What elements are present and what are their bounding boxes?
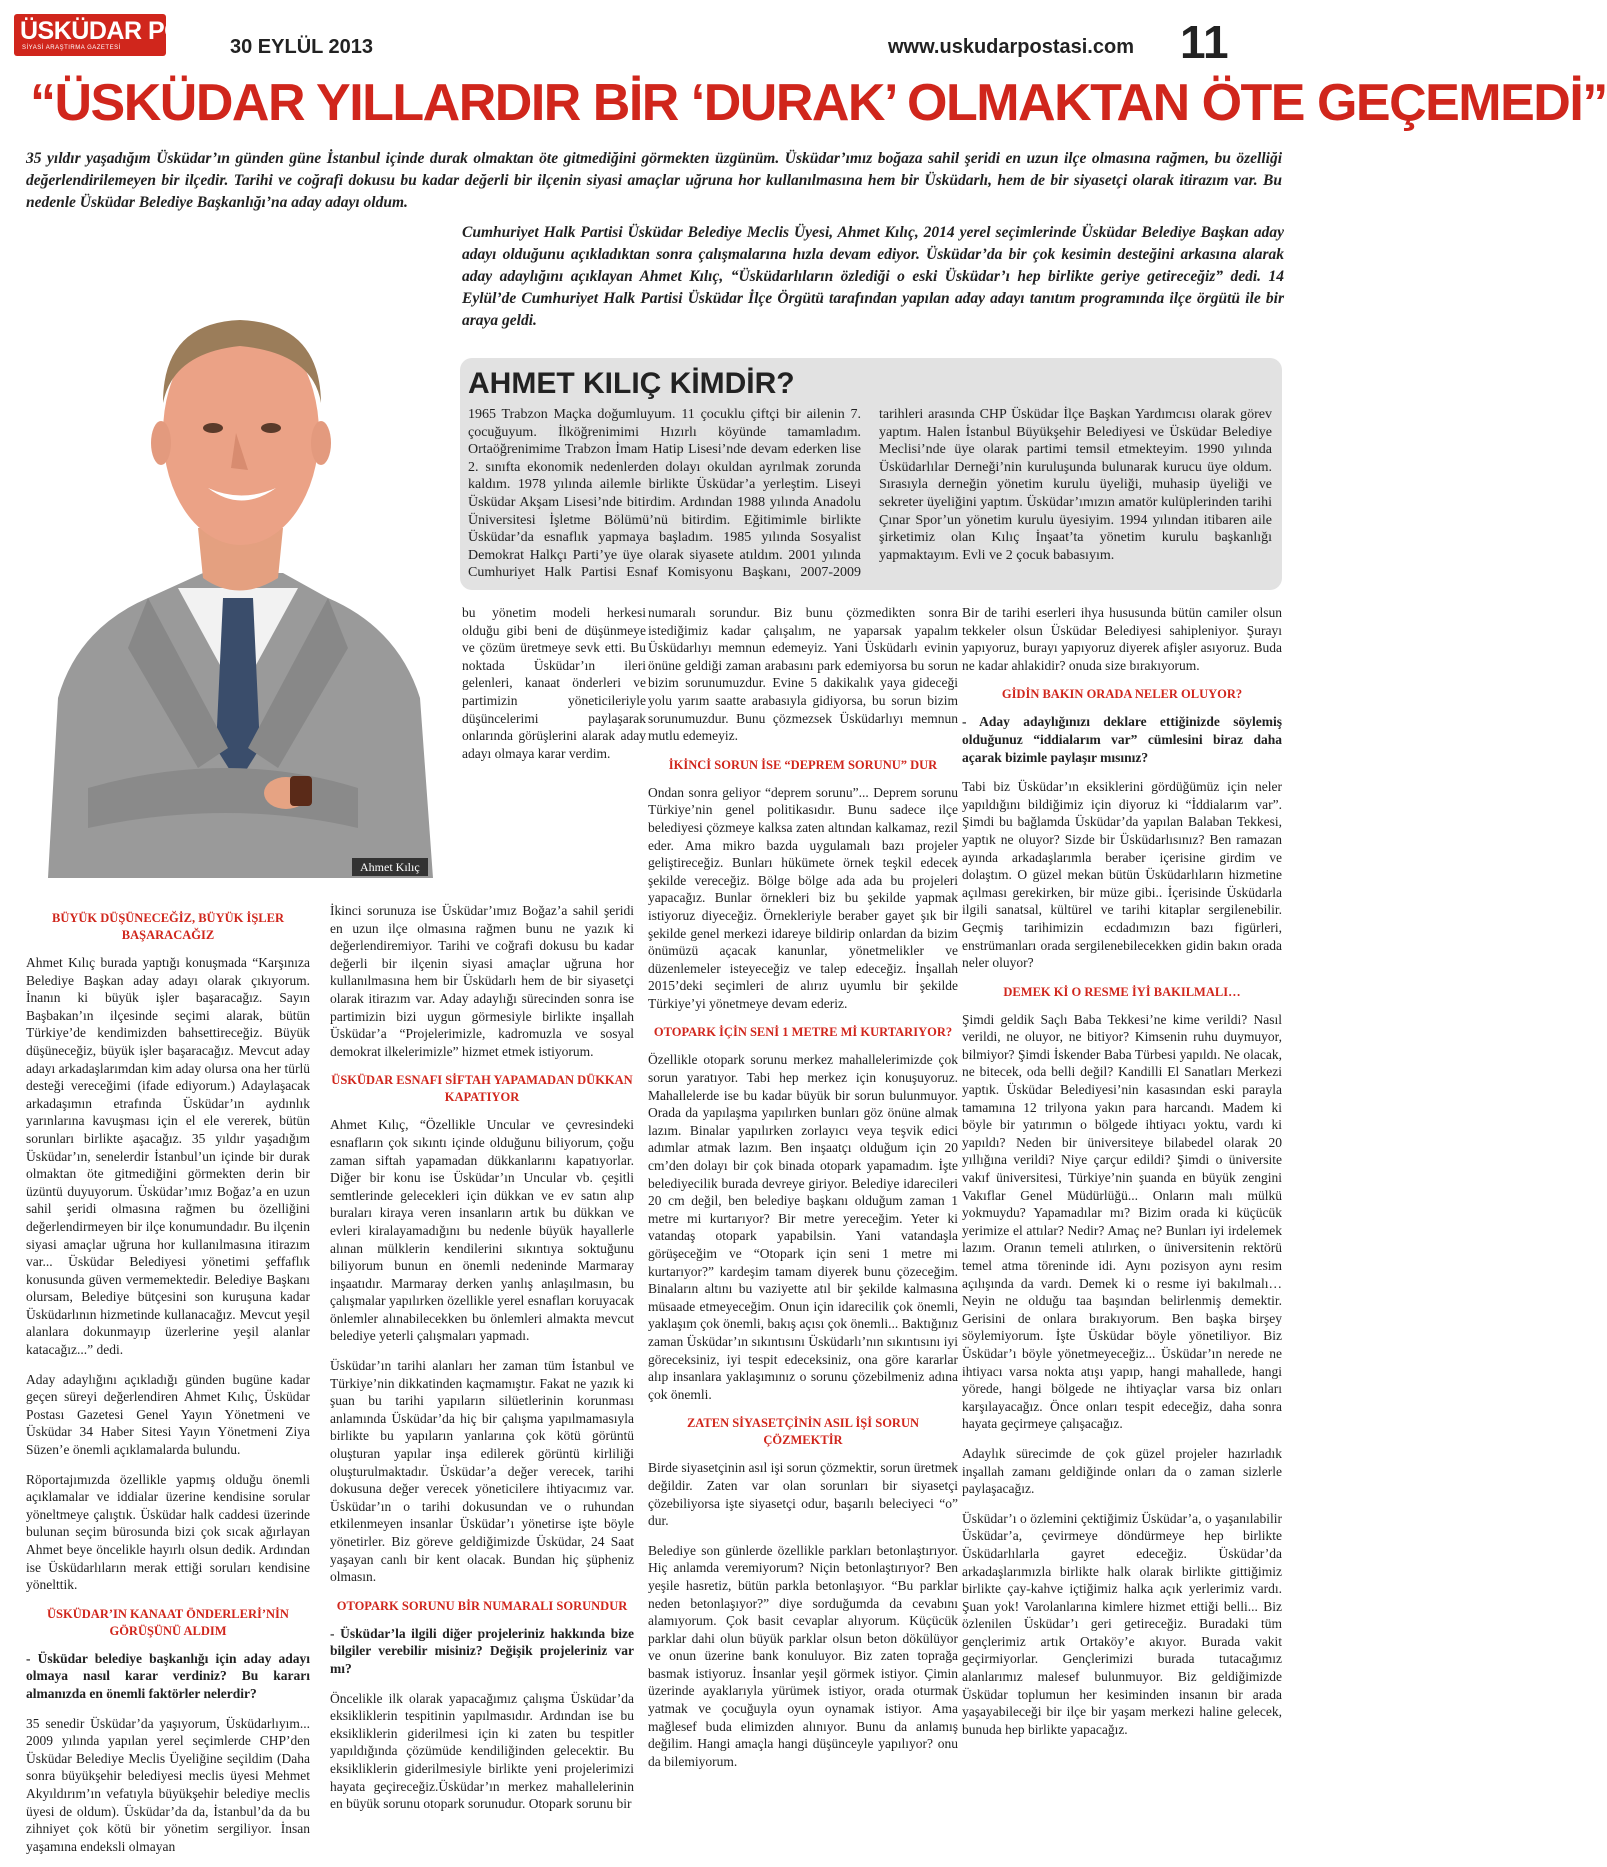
lead-paragraph: 35 yıldır yaşadığım Üsküdar’ın günden güne İstanbul içinde durak olmaktan öte gitmediğini görmekten üzgünüm. Üsküdar’ımız boğaza sahil şeridi en uzun ilçe olmasına rağmen, bu özelliği değerlendirilemeyen bir ilçedir. Tarihi ve coğrafi dokusu bu kadar değerli bir ilçenin siyasi amaçlar uğruna hor kullanılmasına hem bir Üsküdarlı, hem de bir siyasetçi olarak itirazım var. Bu nedenle Üsküdar Belediye Başkanlığı’na aday adayı oldum. [26, 150, 1282, 211]
paragraph: Öncelikle ilk olarak yapacağımız çalışma Üsküdar’da eksikliklerin tespitinin yapılmasıdır. Ardından ise bu eksikliklerin giderilmesi için ki zaten bu tespitler yapıldığında çözümüde kendiliğinden gelecektir. Bu eksikliklerin giderilmesiyle birlikte yeni projelerimizi hayata geçireceğiz.Üsküdar’ın merkez mahallelerinin en büyük sorunu otopark sorunudur. Otopark sorunu bir [330, 1690, 634, 1812]
article-column-2 [330, 902, 634, 1825]
portrait-photo [28, 228, 446, 878]
paragraph: Bir de tarihi eserleri ihya hususunda bütün camiler olsun tekkeler olsun Üsküdar Belediyesi sahipleniyor. Şurayı yapıyoruz, burayı yapıyoruz diyerek afişler asıyoruz. Buda ne kadar ahlakidir? onuda size bırakıyorum. [962, 605, 1282, 673]
logo-text: ÜSKÜDAR POSTASI [20, 17, 253, 45]
photo-caption: Ahmet Kılıç [352, 858, 428, 876]
article-column-3 [648, 604, 958, 1782]
website-link[interactable]: www.uskudarpostasi.com [888, 36, 1134, 58]
paragraph: Adaylık sürecimde de çok güzel projeler hazırladık inşallah zamanı geldiğinde onları da o zaman sizlerle paylaşacağız. [962, 1445, 1282, 1497]
paragraph: Özellikle otopark sorunu merkez mahallelerimizde çok sorun yaratıyor. Tabi hep merkez için konuşuyoruz. Mahallelerde ise bu kadar büyük bir sorun bulunmuyor. Orada da yapılaşma yapılırken bunları göz önüne almak lazım. Binalar yapılırken zorlayıcı veya teşvik edici adımlar atmak lazım. Ben inşaatçı olduğum için 20 cm’den dolayı bir çok binada otopark yapamadım. İşte belediyecilik burada devreye giriyor. Belediye idarecileri 20 cm değil, ben belediye başkanı olduğum zaman 1 metre mi kurtarıyor? Bir metre yereceğim. Yeter ki vatandaş otopark yapabilsin. Yani vatandaşla görüşeceğim ve “Otopark için seni 1 metre mi kurtarıyor?” kardeşim tamam diyerek bunu çözeceğim. Binaların altını bu vaziyette atıl bir şekilde kalmasına müsaade etmeyeceğim. Onun için idarecilik çok önemli, yaklaşım çok önemli, bakış açısı çok önemli... Baktığınız zaman Üsküdar’ın sıkıntısını Üsküdarlı’nın sıkıntısını iyi göreceksiniz, iyi tespit edeceksiniz, ona göre kararlar alıp insanlara yaklaşımınız o sorunu çözebilmeniz adına çok önemli. [648, 1052, 958, 1402]
subheading: ÜSKÜDAR ESNAFI SİFTAH YAPAMADAN DÜKKAN KAPATIYOR [331, 1073, 633, 1105]
article-column-1 [26, 902, 310, 1867]
subheading: ÜSKÜDAR’IN KANAAT ÖNDERLERİ’NİN GÖRÜŞÜNÜ ALDIM [47, 1606, 289, 1638]
paragraph: Üsküdar’ın tarihi alanları her zaman tüm İstanbul ve Türkiye’nin dikkatinden kaçmamıştır. Fakat ne yazık ki şuan bu tarihi yapıların silüetlerinin korunması anlamında Üsküdar’da hiç bir çalışma yapılmamasıyla birlikte bu yapıların yanlarına çok kötü görüntü oluşturan yapılar inşa edilerek görüntü kirliliği oluşturulmaktadır. Üsküdar’a değer verecek, tarihi dokusuna değer verecek yöneticilere ihtiyacımız var. Üsküdar’ın o tarihi dokusundan ve o ruhundan etkilenmeyen insanlar Üsküdar’ı yönetirse işte böyle yönetirler. Biz göreve geldiğimizde Üsküdar, 24 Saat yaşayan canlı bir kent olacak. Bundan hiç şüpheniz olmasın. [330, 1358, 634, 1585]
interview-question: - Aday adaylığınızı deklare ettiğinizde söylemiş olduğunuz “iddialarım var” cümlesini biraz daha açarak bizimle paylaşır mısınız? [962, 714, 1282, 765]
bio-title: AHMET KILIÇ KİMDİR? [468, 367, 795, 400]
paragraph: Ondan sonra geliyor “deprem sorunu”... Deprem sorunu Türkiye’nin genel politikasıdır. Bunu sadece ilçe belediyesi çözmeye kalksa zaten altından kalkamaz, rezil eder. Ama mikro bazda uygulamalı bazı projeler geliştireceğiz. Bunları hükümete örnek teşkil edecek şekilde vereceğiz. Bölge bölge ada ada bu projeleri yapacağız. Bunlar örnekleri biz bu şekilde yapmak istiyoruz diyeceğiz. Örnekleriyle beraber gayet şık bir şekilde genel merkezi idareye bildirip onlardan da bizim önümüzü açacak kanunlar, yönetmelikler ve düzenlemeler isteyeceğiz ve talep edeceğiz. İnşallah 2015’deki seçimleri de alırız uyumlu bir şekilde Türkiye’yi yönetmeye devam ederiz. [648, 784, 958, 1011]
paragraph: Aday adaylığını açıkladığı günden bugüne kadar geçen süreyi değerlendiren Ahmet Kılıç, Üsküdar Postası Gazetesi Genel Yayın Yönetmeni ve Üsküdar 34 Haber Sitesi Yayın Yönetmeni Ziya Süzen’e önemli açıklamalarda bulundu. [26, 1371, 310, 1458]
bio-text: 1965 Trabzon Maçka doğumluyum. 11 çocuklu çiftçi bir ailenin 7. çocuğuyum. İlköğrenimimi Hızırlı köyünde tamamladım. Ortaöğrenimime Trabzon İmam Hatip Lisesi’nde devam ederken lise 2. sınıfta ekonomik nedenlerden dolayı okuldan ayrılmak zorunda kaldım. 1978 yılında ailemle birlikte Üsküdar’a yerleştim. Liseyi Üsküdar Akşam Lisesi’nde bitirdim. Ardından 1988 yılında Anadolu Üniversitesi İşletme Bölümü’nü bitirdim. Eğitimimle birlikte Üsküdar’da esnaflık yapmaya başladım. 1985 yılında Sosyalist Demokrat Halkçı Parti’ye üye olarak siyasete atıldım. 2001 yılında Cumhuriyet Halk Partisi Esnaf Komisyonu Başkanı, 2007-2009 tarihleri arasında CHP Üsküdar İlçe Başkan Yardımcısı olarak görev yaptım. Halen İstanbul Büyükşehir Belediyesi ve Üsküdar Belediye Meclisi’nde üye olarak partimi temsil etmekteyim. 1990 yılında Üsküdarlılar Derneği’nin kuruluşunda bulunarak kurucu üye oldum. Sırasıyla derneğin yönetim kurulu üyeliği, muhasip üyeliği ve sekreter üyeliğini yaptım. Üsküdar’ımızın amatör kulüplerinden tarihi Çınar Spor’un yönetim kurulu üyesiyim. 1994 yılından itibaren aile şirketimiz olan Kılıç İnşaat’ta yönetim kurulu başkanlığı yapmaktayım. Evli ve 2 çocuk babasıyım. [468, 407, 1272, 581]
paragraph: Üsküdar’ı o özlemini çektiğimiz Üsküdar’a, o yaşanılabilir Üsküdar’a, çevirmeye döndürmeye hep birlikte Üsküdarlılarla gayret edeceğiz. Üsküdar’da arkadaşlarımızla birlikte halk olarak birlikte gittiğimiz birlikte çay-kahve içtiğimiz halka açık yerlerimiz vardı. Şuan yok! Varolanlarına kimlere hizmet ettiği belli... Biz özlenilen Üsküdar’ı geri getireceğiz. Buradaki tüm gençlerimiz artık Ortaköy’e akıyor. Burada vakit geçirmiyorlar. Gençlerimizi burada tutacağımız alanlarımız malesef bulunmuyor. Biz geldiğimizde Üsküdar toplumun her kesiminden insanın bir arada yaşayabileceği bir ilçe bir yaşam merkezi haline gelecek, bunuda hep birlikte yapacağız. [962, 1510, 1282, 1737]
issue-date: 30 EYLÜL 2013 [230, 36, 374, 58]
paragraph: Birde siyasetçinin asıl işi sorun çözmektir, sorun üretmek değildir. Zaten var olan sorunları bir siyasetçi çözebiliyorsa işte siyasetçi odur, başarılı beleciyeci “o” dur. [648, 1460, 958, 1529]
article-column-2-top [462, 604, 646, 774]
interview-question: - Üsküdar’la ilgili diğer projeleriniz hakkında bize bilgiler verebilir misiniz? Değişik projeleriniz var mı? [330, 1625, 634, 1676]
paragraph: 35 senedir Üsküdar’da yaşıyorum, Üsküdarlıyım... 2009 yılında yapılan yerel seçimlerde CHP’den Üsküdar Belediye Meclis Üyeliğine seçildim (Daha sonra büyükşehir belediyesi meclis üyesi Mehmet Akyıldırım’ın vefatıyla büyükşehir belediye meclis üyesi de oldum). Üsküdar’da da, İstanbul’da da bu zihniyet çok kötü bir yönetim sergiliyor. İnsan yaşamına endeksli olmayan [26, 1715, 310, 1854]
paragraph: Tabi biz Üsküdar’ın eksiklerini gördüğümüz için neler yapıldığını bildiğimiz için diyoruz ki “İddialarım var”. Şimdi bu bağlamda Üsküdar’da yapılan Balaban Tekkesi, yaptık ne oluyor? Sizde bir Üsküdarlısınız? Ben ramazan ayında arkadaşlarımla beraber içerisine girdim ve dolaştım. O güzel mekan bütün Üsküdarlıların hizmetine açılması gerekirken, bir müze gibi.. İçerisinde Üsküdarla ilgili sanatsal, kültürel ve tarihi kitaplar sergilenebilir. Geçmiş tarihimizin ecdadımızın bazı figürleri, enstrümanları orada sergilenebilecekken gidin bakın orada neler oluyor? [962, 779, 1282, 971]
intro-paragraph: Cumhuriyet Halk Partisi Üsküdar Belediye Meclis Üyesi, Ahmet Kılıç, 2014 yerel seçimlerinde Üsküdar Belediye Başkan aday adayı olduğunu açıkladıktan sonra çalışmalarına hızla devam ediyor. Üsküdar’da bir çok kesimin desteğini arkasına alarak aday adaylığını açıklayan Ahmet Kılıç, “Üsküdarlıların özlediği o eski Üsküdar’ı hep birlikte geriye getireceğiz” dedi. 14 Eylül’de Cumhuriyet Halk Partisi Üsküdar İlçe Örgütü tarafından yapılan aday adayı tanıtım programında ilçe örgütü ile bir araya geldi. [462, 224, 1284, 329]
interview-question: - Üsküdar belediye başkanlığı için aday adayı olmaya nasıl karar verdiniz? Bu kararı almanızda en önemli faktörler nelerdir? [26, 1650, 310, 1701]
subheading: OTOPARK SORUNU BİR NUMARALI SORUNDUR [336, 1598, 628, 1613]
subheading: OTOPARK İÇİN SENİ 1 METRE Mİ KURTARIYOR? [653, 1025, 953, 1040]
portrait-illustration [28, 228, 446, 878]
paragraph: Ahmet Kılıç burada yaptığı konuşmada “Karşınıza Belediye Başkan aday adayı olarak çıkıyorum. İnanın ki büyük işler başaracağız. Sayın Başbakan’ın ilçesinde seçimi alarak, bütün Türkiye’de kendimizden bahsettireceğiz. Büyük düşüneceğiz, büyük işler başaracağız. Mevcut aday adayı arkadaşlarımdan kim aday olursa ona her türlü desteği vereceğimi (ifade ediyorum.) Adaylaşacak arkadaşımın etrafında Üsküdar’ın aydınlık yarınlarına kavuşması için el ele vererek, bütün sorunları birlikte aşacağız. 35 yıldır yaşadığım Üsküdar’ın, senelerdir İstanbul’un içinde bir durak olmaktan öte gitmediğini görmekten derin bir üzüntü duyuyorum. Üsküdar’ımız Boğaz’a en uzun sahil şeridi olmasına rağmen bu özelliğini değerlendirmeyen bir ilçe konumundadır. Bu ilçenin siyasi amaçlar uğruna hor kullanılmasına itirazım var... Üsküdar Belediyesi yönetimi şeffaflık konusunda güven vermemektedir. Belediye Başkanı olursam, Belediye bütçesini son kuruşuna kadar Üsküdarlının hizmetinde kullanacağız. Mevcut yeşil alanlara dokunmayıp üzerlerine yeşil alanlar katacağız...” dedi. [26, 955, 310, 1358]
paragraph: Şimdi geldik Saçlı Baba Tekkesi’ne kime verildi? Nasıl verildi, ne oluyor, ne bitiyor? Kimsenin ruhu duymuyor, bilmiyor? Şimdi İskender Baba Türbesi yapıldı. Ne olacak, ne bitecek, oda belli değil? Kandilli El Sanatları Merkezi yaptık. Üsküdar Belediyesi’nin kasasından eski parayla tamamına 12 trilyona yakın para harcandı. Madem ki böyle bir yatırımın o bölgede ihtiyacı yoktu, vardı ki yapıldı? Neden bir üniversiteye bilabedel olarak 20 yıllığına verildi? Niye çarçur edildi? Şimdi o üniversite vakıf üniversitesi, Türkiye’nin şuanda en büyük zengini Vakıflar Genel Müdürlüğü... Onların malı mülkü yokmuydu? Yapamadılar mı? Bizim orada ki küçücük yerimize el attılar? Nedir? Amaç ne? Bunları iyi irdelemek lazım. Oranın temeli atılırken, o üniversitenin rektörü temel atma töreninde idi. Aynı pozisyon aynı resim açılışında da vardı. Demek ki o resme iyi bakılmalı… Neyin ne olduğu taa başından belirlenmiş demektir. Gerisini de onlara bırakıyorum. Ben başka birşey söylemiyorum. İşte Üsküdar böyle yönetiliyor. Biz Üsküdar’ı böyle yönetmeyeceğiz... Üsküdar’ın nerede ne ihtiyacı varsa nokta atışı yapıp, hangi mahallede, hangi yörede, hangi bölgede ne ihtiyaçlar varsa biz onları karşılayacağız. Önce onları tespit edeceğiz, daha sonra hayata geçirmeye çalışacağız. [962, 1011, 1282, 1432]
paragraph: Röportajımızda özellikle yapmış olduğu önemli açıklamalar ve iddialar üzerine kendisine sorular yöneltmeye çalıştık. Üsküdar halk caddesi üzerinde bulunan seçim bürosunda bizi çok sıcak ağırlayan Ahmet beye öncelikle hayırlı olsun dedik. Ardından ise Üsküdarlıların merak ettiği soruları kendisine yönelttik. [26, 1471, 310, 1593]
paragraph: numaralı sorundur. Biz bunu çözmedikten sonra istediğimiz kadar çalışalım, ne yaparsak yapalım Üsküdarlıyı memnun edemeyiz. Yani Üsküdarlı evinin önüne geldiği zaman arabasını park edemiyorsa bu sorun bizim sorunumuzdur. Evine 5 dakikalık yaya gideceği yolu yarım saatte arabasıyla gidiyorsa, bu sorun bizim sorunumuzdur. Bunu çözmezsek Üsküdarlıyı memnun mutlu edemeyiz. [648, 605, 958, 744]
page-number: 11 [1180, 16, 1229, 68]
paragraph: bu yönetim modeli herkesi olduğu gibi beni de düşünmeye ve çözüm üretmeye sevk etti. Bu noktada Üsküdar’ın ileri gelenleri, kanaat önderleri ve partimizin yöneticileriyle düşüncelerimi paylaşarak onlarında görüşlerini alarak aday adayı olmaya karar verdim. [462, 605, 646, 761]
logo-subtitle: SİYASİ ARAŞTIRMA GAZETESİ [22, 45, 121, 51]
subheading: DEMEK Kİ O RESME İYİ BAKILMALI… [1003, 984, 1241, 999]
subheading: BÜYÜK DÜŞÜNECEĞİZ, BÜYÜK İŞLER BAŞARACAĞIZ [52, 911, 284, 942]
newspaper-logo [14, 14, 253, 56]
paragraph: İkinci sorunuza ise Üsküdar’ımız Boğaz’a sahil şeridi en uzun ilçe olmasına rağmen bunu ne yazık ki değerlendiremiyor. Tarihi ve coğrafi dokusu bu kadar değerli bir ilçenin siyasi amaçlar uğruna hor kullanılmasına hem bir Üsküdarlı hem de bir siyasetçi olarak itirazım var. Aday adaylığı sürecinden sonra ise partimizin bizi uygun görmesiyle birlikte inşallah Üsküdar’a “Projelerimizle, kadromuzla ve sosyal demokrat ilkelerimizle” hizmet etmek istiyorum. [330, 903, 634, 1059]
paragraph: Belediye son günlerde özellikle parkları betonlaştırıyor. Hiç anlamda veremiyorum? Niçin betonlaştırıyor? Ben yeşile hasretiz, bütün parkla betonlaşıyor. “Bu parklar neden betonlaşıyor?” diye sorduğumda da cevabını alamıyorum. Çok basit cevaplar alıyorum. Küçücük parklar dahi olun büyük parklar olsun beton dökülüyor ve onun üzerine bank konuluyor. Biz zaten toprağa basmak istiyoruz. İnsanlar yeşil görmek istiyor. Çimin üzerinde ayaklarıyla yürümek istiyor, orada oturmak yatmak ve çocuğuyla oyun oynamak istiyor. Ama mağlesef buda elimizden alınıyor. Bunu da anlamış değilim. Hangi amaçla hangi düşünceyle yapılıyor? onu da bilemiyorum. [648, 1542, 958, 1769]
subheading: İKİNCİ SORUN İSE “DEPREM SORUNU” DUR [668, 757, 938, 772]
headline: “ÜSKÜDAR YILLARDIR BİR ‘DURAK’ OLMAKTAN ÖTE GEÇEMEDİ” [30, 74, 1607, 132]
subheading: GİDİN BAKIN ORADA NELER OLUYOR? [1001, 687, 1243, 702]
bio-box [460, 358, 1282, 590]
paragraph: Ahmet Kılıç, “Özellikle Uncular ve çevresindeki esnafların çok sıkıntı içinde olduğunu biliyorum, çoğu zaman siftah yapamadan dükkanlarını kapatıyorlar. Diğer bir konu ise Üsküdar’ın Uncular vb. çeşitli semtlerinde gelecekleri için dükkan ve ev satın alıp buraları kiraya veren insanların artık bu dükkan ve evleri kiralayamadığını bu nedenle büyük hayallerle alınan mülklerin kendilerini sıkıntıya soktuğunu biliyorum bunun en önemli nedeninde Marmaray inşaatıdır. Marmaray derken yanlış anlaşılmasın, bu çalışmalar yapılırken özellikle yerel esnafları koruyacak önlemler alınabilecekken bu önlemleri almakta mevcut belediye yeterli çalışmaları yapmadı. [330, 1117, 634, 1344]
subheading: ZATEN SİYASETÇİNİN ASIL İŞİ SORUN ÇÖZMEKTİR [686, 1416, 920, 1448]
article-column-4 [962, 604, 1282, 1750]
